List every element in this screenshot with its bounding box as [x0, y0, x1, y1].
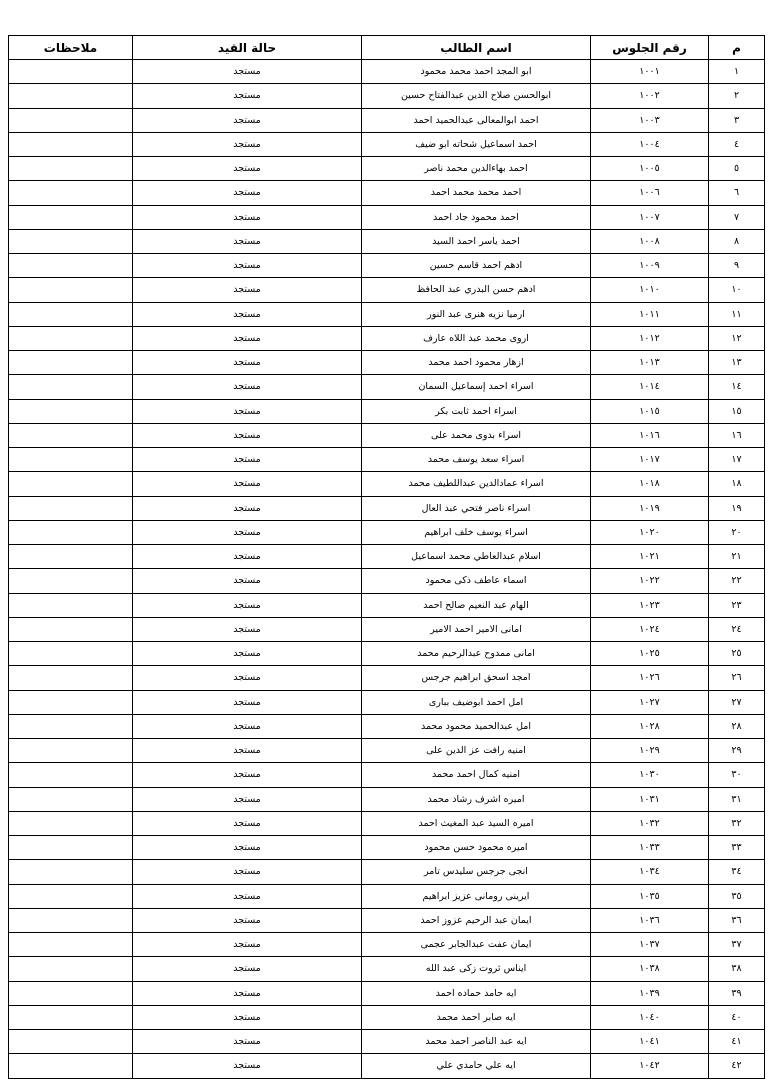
table-row: [9, 254, 765, 278]
seat-number-cell: ١٠١٢: [591, 326, 709, 350]
row-number-cell: ٧: [709, 205, 765, 229]
table-row: [9, 981, 765, 1005]
notes-cell: [9, 690, 133, 714]
student-name-cell: اسراء عمادالدين عبداللطيف محمد: [362, 472, 591, 496]
seat-number-cell: ١٠٢٠: [591, 520, 709, 544]
row-number-cell: ٢٩: [709, 739, 765, 763]
seat-number-cell: ١٠١٧: [591, 448, 709, 472]
table-row: [9, 908, 765, 932]
table-row: [9, 569, 765, 593]
column-header-student-name: اسم الطالب: [362, 36, 591, 60]
enrollment-status-cell: مستجد: [133, 229, 362, 253]
notes-cell: [9, 836, 133, 860]
row-number-cell: ٣٣: [709, 836, 765, 860]
enrollment-status-cell: مستجد: [133, 520, 362, 544]
student-name-cell: ازهار محمود احمد محمد: [362, 351, 591, 375]
table-row: [9, 326, 765, 350]
seat-number-cell: ١٠٢٩: [591, 739, 709, 763]
student-name-cell: اسراء احمد ثابت بكر: [362, 399, 591, 423]
table-row: [9, 423, 765, 447]
enrollment-status-cell: مستجد: [133, 399, 362, 423]
seat-number-cell: ١٠٠٣: [591, 108, 709, 132]
table-row: [9, 545, 765, 569]
seat-number-cell: ١٠٤٢: [591, 1054, 709, 1078]
row-number-cell: ١٣: [709, 351, 765, 375]
row-number-cell: ١٠: [709, 278, 765, 302]
student-name-cell: امل احمد ابوضيف ببارى: [362, 690, 591, 714]
notes-cell: [9, 1030, 133, 1054]
table-row: [9, 302, 765, 326]
row-number-cell: ٣: [709, 108, 765, 132]
notes-cell: [9, 617, 133, 641]
seat-number-cell: ١٠٣٤: [591, 860, 709, 884]
student-name-cell: اروى محمد عبد اللاه عارف: [362, 326, 591, 350]
column-header-notes: ملاحظات: [9, 36, 133, 60]
notes-cell: [9, 181, 133, 205]
row-number-cell: ١٥: [709, 399, 765, 423]
seat-number-cell: ١٠٠٢: [591, 84, 709, 108]
notes-cell: [9, 908, 133, 932]
row-number-cell: ٢٣: [709, 593, 765, 617]
table-row: [9, 860, 765, 884]
row-number-cell: ٢: [709, 84, 765, 108]
row-number-cell: ١١: [709, 302, 765, 326]
enrollment-status-cell: مستجد: [133, 933, 362, 957]
student-name-cell: اسراء احمد إسماعيل السمان: [362, 375, 591, 399]
enrollment-status-cell: مستجد: [133, 593, 362, 617]
notes-cell: [9, 423, 133, 447]
row-number-cell: ٢٢: [709, 569, 765, 593]
row-number-cell: ٦: [709, 181, 765, 205]
enrollment-status-cell: مستجد: [133, 811, 362, 835]
row-number-cell: ٢٠: [709, 520, 765, 544]
notes-cell: [9, 811, 133, 835]
student-name-cell: ادهم احمد قاسم حسين: [362, 254, 591, 278]
student-name-cell: اسراء سعد يوسف محمد: [362, 448, 591, 472]
seat-number-cell: ١٠١١: [591, 302, 709, 326]
row-number-cell: ١٧: [709, 448, 765, 472]
row-number-cell: ٣٩: [709, 981, 765, 1005]
student-roster-table: [8, 35, 765, 1079]
enrollment-status-cell: مستجد: [133, 617, 362, 641]
table-row: [9, 957, 765, 981]
table-row: [9, 229, 765, 253]
enrollment-status-cell: مستجد: [133, 472, 362, 496]
enrollment-status-cell: مستجد: [133, 739, 362, 763]
student-name-cell: امنيه كمال احمد محمد: [362, 763, 591, 787]
student-name-cell: امجد اسحق ابراهيم جرجس: [362, 666, 591, 690]
notes-cell: [9, 375, 133, 399]
seat-number-cell: ١٠١٨: [591, 472, 709, 496]
table-row: [9, 593, 765, 617]
student-name-cell: احمد اسماعيل شحاته ابو ضيف: [362, 132, 591, 156]
student-name-cell: ابوالحسن صلاح الدين عبدالفتاح حسين: [362, 84, 591, 108]
notes-cell: [9, 666, 133, 690]
table-row: [9, 108, 765, 132]
notes-cell: [9, 981, 133, 1005]
row-number-cell: ٢٤: [709, 617, 765, 641]
student-name-cell: امانى ممدوح عبدالرحيم محمد: [362, 642, 591, 666]
table-row: [9, 739, 765, 763]
seat-number-cell: ١٠٣٣: [591, 836, 709, 860]
table-row: [9, 84, 765, 108]
table-row: [9, 157, 765, 181]
enrollment-status-cell: مستجد: [133, 1005, 362, 1029]
seat-number-cell: ١٠٠٥: [591, 157, 709, 181]
table-body: [9, 60, 765, 1079]
notes-cell: [9, 1054, 133, 1078]
notes-cell: [9, 957, 133, 981]
row-number-cell: ١٨: [709, 472, 765, 496]
seat-number-cell: ١٠٠٨: [591, 229, 709, 253]
enrollment-status-cell: مستجد: [133, 714, 362, 738]
student-name-cell: امنيه رافت عز الدين على: [362, 739, 591, 763]
student-name-cell: اميره محمود حسن محمود: [362, 836, 591, 860]
table-row: [9, 375, 765, 399]
notes-cell: [9, 278, 133, 302]
enrollment-status-cell: مستجد: [133, 84, 362, 108]
seat-number-cell: ١٠١٤: [591, 375, 709, 399]
notes-cell: [9, 642, 133, 666]
notes-cell: [9, 157, 133, 181]
student-name-cell: ايرينى رومانى عزيز ابراهيم: [362, 884, 591, 908]
student-name-cell: اسراء ناصر فتحي عبد العال: [362, 496, 591, 520]
enrollment-status-cell: مستجد: [133, 302, 362, 326]
seat-number-cell: ١٠١٩: [591, 496, 709, 520]
notes-cell: [9, 205, 133, 229]
table-row: [9, 666, 765, 690]
enrollment-status-cell: مستجد: [133, 836, 362, 860]
notes-cell: [9, 229, 133, 253]
notes-cell: [9, 787, 133, 811]
student-name-cell: الهام عبد النعيم صالح احمد: [362, 593, 591, 617]
student-name-cell: ايه حامد حماده احمد: [362, 981, 591, 1005]
row-number-cell: ٢٦: [709, 666, 765, 690]
enrollment-status-cell: مستجد: [133, 1030, 362, 1054]
row-number-cell: ٢٧: [709, 690, 765, 714]
student-name-cell: اسراء بدوى محمد على: [362, 423, 591, 447]
table-row: [9, 520, 765, 544]
enrollment-status-cell: مستجد: [133, 496, 362, 520]
enrollment-status-cell: مستجد: [133, 60, 362, 84]
row-number-cell: ٣٧: [709, 933, 765, 957]
notes-cell: [9, 739, 133, 763]
row-number-cell: ١٢: [709, 326, 765, 350]
row-number-cell: ٤٠: [709, 1005, 765, 1029]
table-row: [9, 1005, 765, 1029]
notes-cell: [9, 399, 133, 423]
row-number-cell: ٢٨: [709, 714, 765, 738]
seat-number-cell: ١٠٢١: [591, 545, 709, 569]
notes-cell: [9, 326, 133, 350]
enrollment-status-cell: مستجد: [133, 278, 362, 302]
table-row: [9, 351, 765, 375]
table-header: [9, 36, 765, 60]
enrollment-status-cell: مستجد: [133, 254, 362, 278]
row-number-cell: ٤٢: [709, 1054, 765, 1078]
enrollment-status-cell: مستجد: [133, 569, 362, 593]
notes-cell: [9, 593, 133, 617]
enrollment-status-cell: مستجد: [133, 545, 362, 569]
notes-cell: [9, 84, 133, 108]
student-name-cell: ايه عبد الناصر احمد محمد: [362, 1030, 591, 1054]
row-number-cell: ٣٢: [709, 811, 765, 835]
enrollment-status-cell: مستجد: [133, 860, 362, 884]
student-name-cell: احمد محمد محمد احمد: [362, 181, 591, 205]
row-number-cell: ٩: [709, 254, 765, 278]
enrollment-status-cell: مستجد: [133, 132, 362, 156]
notes-cell: [9, 569, 133, 593]
student-name-cell: احمد بهاءالدين محمد ناصر: [362, 157, 591, 181]
notes-cell: [9, 520, 133, 544]
student-name-cell: امانى الامير احمد الامير: [362, 617, 591, 641]
notes-cell: [9, 472, 133, 496]
enrollment-status-cell: مستجد: [133, 666, 362, 690]
student-name-cell: انجى جرجس سليدس تامر: [362, 860, 591, 884]
student-name-cell: احمد محمود جاد احمد: [362, 205, 591, 229]
student-name-cell: اسماء عاطف ذكى محمود: [362, 569, 591, 593]
notes-cell: [9, 132, 133, 156]
table-row: [9, 399, 765, 423]
seat-number-cell: ١٠٢٦: [591, 666, 709, 690]
notes-cell: [9, 60, 133, 84]
enrollment-status-cell: مستجد: [133, 884, 362, 908]
column-header-enrollment-status: حالة القيد: [133, 36, 362, 60]
enrollment-status-cell: مستجد: [133, 448, 362, 472]
table-row: [9, 472, 765, 496]
table-row: [9, 132, 765, 156]
notes-cell: [9, 302, 133, 326]
row-number-cell: ٣٦: [709, 908, 765, 932]
column-header-number: م: [709, 36, 765, 60]
enrollment-status-cell: مستجد: [133, 642, 362, 666]
seat-number-cell: ١٠٣٦: [591, 908, 709, 932]
student-name-cell: ايه صابر احمد محمد: [362, 1005, 591, 1029]
seat-number-cell: ١٠٢٣: [591, 593, 709, 617]
table-row: [9, 787, 765, 811]
enrollment-status-cell: مستجد: [133, 787, 362, 811]
table-row: [9, 60, 765, 84]
notes-cell: [9, 1005, 133, 1029]
enrollment-status-cell: مستجد: [133, 908, 362, 932]
row-number-cell: ١٦: [709, 423, 765, 447]
enrollment-status-cell: مستجد: [133, 108, 362, 132]
enrollment-status-cell: مستجد: [133, 351, 362, 375]
table-row: [9, 690, 765, 714]
row-number-cell: ٢١: [709, 545, 765, 569]
student-name-cell: اسراء يوسف خلف ابراهيم: [362, 520, 591, 544]
table-row: [9, 181, 765, 205]
row-number-cell: ٤: [709, 132, 765, 156]
student-name-cell: احمد ابوالمعالى عبدالحميد احمد: [362, 108, 591, 132]
notes-cell: [9, 254, 133, 278]
row-number-cell: ٣١: [709, 787, 765, 811]
student-name-cell: اميره اشرف رشاد محمد: [362, 787, 591, 811]
column-header-seat-number: رقم الجلوس: [591, 36, 709, 60]
enrollment-status-cell: مستجد: [133, 326, 362, 350]
notes-cell: [9, 714, 133, 738]
row-number-cell: ١٩: [709, 496, 765, 520]
seat-number-cell: ١٠٣٥: [591, 884, 709, 908]
enrollment-status-cell: مستجد: [133, 981, 362, 1005]
student-name-cell: ايه علي حامدي علي: [362, 1054, 591, 1078]
row-number-cell: ١: [709, 60, 765, 84]
seat-number-cell: ١٠٣٢: [591, 811, 709, 835]
table-row: [9, 448, 765, 472]
notes-cell: [9, 108, 133, 132]
notes-cell: [9, 933, 133, 957]
row-number-cell: ٢٥: [709, 642, 765, 666]
table-row: [9, 1030, 765, 1054]
student-name-cell: ابو المجد احمد محمد محمود: [362, 60, 591, 84]
notes-cell: [9, 884, 133, 908]
notes-cell: [9, 448, 133, 472]
seat-number-cell: ١٠١٣: [591, 351, 709, 375]
notes-cell: [9, 860, 133, 884]
table-row: [9, 278, 765, 302]
seat-number-cell: ١٠٣٠: [591, 763, 709, 787]
table-row: [9, 933, 765, 957]
table-row: [9, 642, 765, 666]
row-number-cell: ٣٨: [709, 957, 765, 981]
table-row: [9, 714, 765, 738]
table-row: [9, 496, 765, 520]
enrollment-status-cell: مستجد: [133, 157, 362, 181]
row-number-cell: ٨: [709, 229, 765, 253]
student-name-cell: ايناس ثروت زكى عبد الله: [362, 957, 591, 981]
seat-number-cell: ١٠٢٨: [591, 714, 709, 738]
student-name-cell: احمد ياسر احمد السيد: [362, 229, 591, 253]
table-row: [9, 763, 765, 787]
student-name-cell: ايمان عبد الرحيم عزوز احمد: [362, 908, 591, 932]
seat-number-cell: ١٠٤٠: [591, 1005, 709, 1029]
student-name-cell: اميره السيد عبد المغيث احمد: [362, 811, 591, 835]
seat-number-cell: ١٠٠٩: [591, 254, 709, 278]
seat-number-cell: ١٠٣١: [591, 787, 709, 811]
row-number-cell: ٥: [709, 157, 765, 181]
notes-cell: [9, 545, 133, 569]
row-number-cell: ٣٤: [709, 860, 765, 884]
seat-number-cell: ١٠٢٢: [591, 569, 709, 593]
table-row: [9, 811, 765, 835]
enrollment-status-cell: مستجد: [133, 690, 362, 714]
seat-number-cell: ١٠٣٩: [591, 981, 709, 1005]
seat-number-cell: ١٠٠٦: [591, 181, 709, 205]
seat-number-cell: ١٠٣٨: [591, 957, 709, 981]
seat-number-cell: ١٠٤١: [591, 1030, 709, 1054]
seat-number-cell: ١٠٠٤: [591, 132, 709, 156]
row-number-cell: ١٤: [709, 375, 765, 399]
row-number-cell: ٣٥: [709, 884, 765, 908]
seat-number-cell: ١٠١٥: [591, 399, 709, 423]
enrollment-status-cell: مستجد: [133, 205, 362, 229]
seat-number-cell: ١٠٠٧: [591, 205, 709, 229]
student-name-cell: ايمان عفت عبدالجابر عجمى: [362, 933, 591, 957]
enrollment-status-cell: مستجد: [133, 181, 362, 205]
row-number-cell: ٤١: [709, 1030, 765, 1054]
row-number-cell: ٣٠: [709, 763, 765, 787]
notes-cell: [9, 351, 133, 375]
seat-number-cell: ١٠٢٤: [591, 617, 709, 641]
table-row: [9, 617, 765, 641]
student-name-cell: اسلام عبدالعاطي محمد اسماعيل: [362, 545, 591, 569]
student-name-cell: ادهم حسن البدري عبد الحافظ: [362, 278, 591, 302]
seat-number-cell: ١٠٠١: [591, 60, 709, 84]
table-row: [9, 836, 765, 860]
seat-number-cell: ١٠٢٥: [591, 642, 709, 666]
enrollment-status-cell: مستجد: [133, 423, 362, 447]
student-name-cell: امل عبدالحميد محمود محمد: [362, 714, 591, 738]
seat-number-cell: ١٠٣٧: [591, 933, 709, 957]
seat-number-cell: ١٠١٠: [591, 278, 709, 302]
enrollment-status-cell: مستجد: [133, 1054, 362, 1078]
enrollment-status-cell: مستجد: [133, 375, 362, 399]
enrollment-status-cell: مستجد: [133, 763, 362, 787]
notes-cell: [9, 763, 133, 787]
seat-number-cell: ١٠١٦: [591, 423, 709, 447]
notes-cell: [9, 496, 133, 520]
table-row: [9, 884, 765, 908]
table-row: [9, 1054, 765, 1078]
enrollment-status-cell: مستجد: [133, 957, 362, 981]
student-name-cell: ارميا نزيه هنرى عبد النور: [362, 302, 591, 326]
table-row: [9, 205, 765, 229]
header-row: [9, 36, 765, 60]
seat-number-cell: ١٠٢٧: [591, 690, 709, 714]
